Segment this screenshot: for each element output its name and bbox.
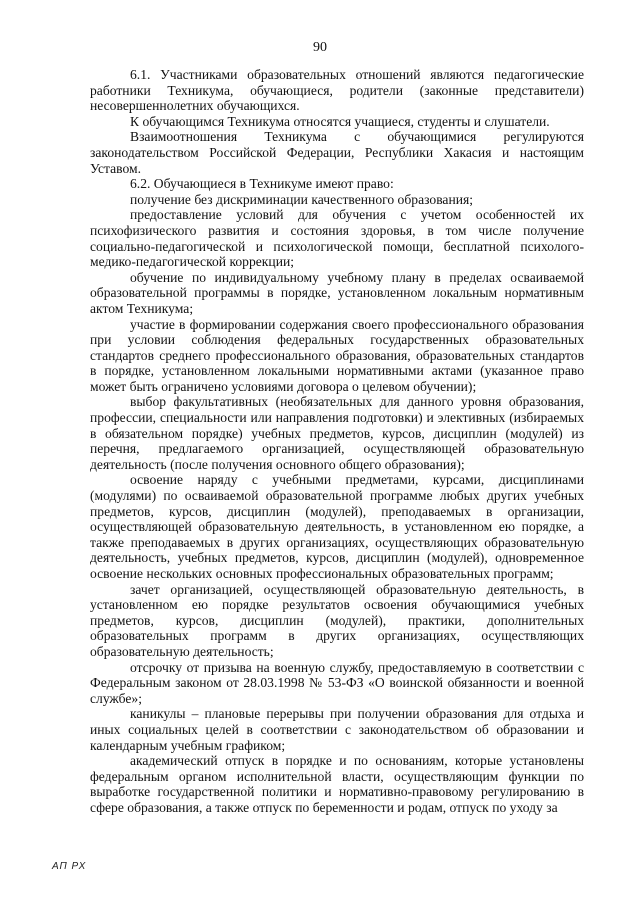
paragraph-relations-regulation: Взаимоотношения Техникума с обучающимися регулируются законодательством Российской Федерации, Республики Хакасия и настоящим Уставом. bbox=[90, 129, 584, 176]
page-number: 90 bbox=[313, 40, 327, 55]
footer-stamp-mark: АП РХ bbox=[52, 861, 87, 872]
document-body bbox=[90, 67, 584, 816]
list-item: отсрочку от призыва на военную службу, предоставляемую в соответствии с Федеральным законом от 28.03.1998 № 53-ФЗ «О воинской обязанности и военной службе»; bbox=[90, 659, 584, 706]
paragraph-participants: 6.1. Участниками образовательных отношений являются педагогические работники Техникума, обучающиеся, родители (законные представители) несовершеннолетних обучающихся. bbox=[90, 67, 584, 114]
list-item: получение без дискриминации качественного образования; bbox=[130, 191, 474, 207]
list-item: участие в формировании содержания своего профессионального образования при условии соблюдения федеральных государственных образовательных стандартов среднего профессионального образования, образовательных стандартов в порядке, установленном локальными нормативными актами (указанное право может быть ограничено условиями договора о целевом обучении); bbox=[90, 316, 584, 394]
paragraph-students-definition: К обучающимся Техникума относятся учащиеся, студенты и слушатели. bbox=[130, 113, 550, 129]
section-heading-rights: 6.2. Обучающиеся в Техникуме имеют право: bbox=[130, 176, 394, 192]
list-item: выбор факультативных (необязательных для данного уровня образования, профессии, специальности или направления подготовки) и элективных (избираемых в обязательном порядке) учебных предметов, курсов, дисциплин (модулей) из перечня, предлагаемого организацией, осуществляющей образовательную деятельность (после получения основного общего образования); bbox=[90, 394, 584, 472]
list-item: обучение по индивидуальному учебному плану в пределах осваиваемой образовательной программы в порядке, установленном локальным нормативным актом Техникума; bbox=[90, 269, 584, 316]
list-item: академический отпуск в порядке и по основаниям, которые установлены федеральным органом исполнительной власти, осуществляющим функции по выработке государственной политики и нормативно-правовому регулированию в сфере образования, а также отпуск по беременности и родам, отпуск по уходу за bbox=[90, 753, 584, 815]
list-item: освоение наряду с учебными предметами, курсами, дисциплинами (модулями) по осваиваемой образовательной программе любых других учебных предметов, курсов, дисциплин (модулей), преподаваемых в организации, осуществляющей образовательную деятельность, в установленном ею порядке, а также преподаваемых в других организациях, осуществляющих образовательную деятельность, учебных предметов, курсов, дисциплин (модулей), одновременное освоение нескольких основных профессиональных образовательных программ; bbox=[90, 472, 584, 581]
list-item: каникулы – плановые перерывы при получении образования для отдыха и иных социальных целей в соответствии с законодательством об образовании и календарным учебным графиком; bbox=[90, 706, 584, 753]
list-item: предоставление условий для обучения с учетом особенностей их психофизического развития и состояния здоровья, в том числе получение социально-педагогической и психологической помощи, бесплатной психолого-медико-педагогической коррекции; bbox=[90, 207, 584, 270]
list-item: зачет организацией, осуществляющей образовательную деятельность, в установленном ею порядке результатов освоения обучающимися учебных предметов, курсов, дисциплин (модулей), практики, дополнительных образовательных программ в других организациях, осуществляющих образовательную деятельность; bbox=[90, 581, 584, 659]
